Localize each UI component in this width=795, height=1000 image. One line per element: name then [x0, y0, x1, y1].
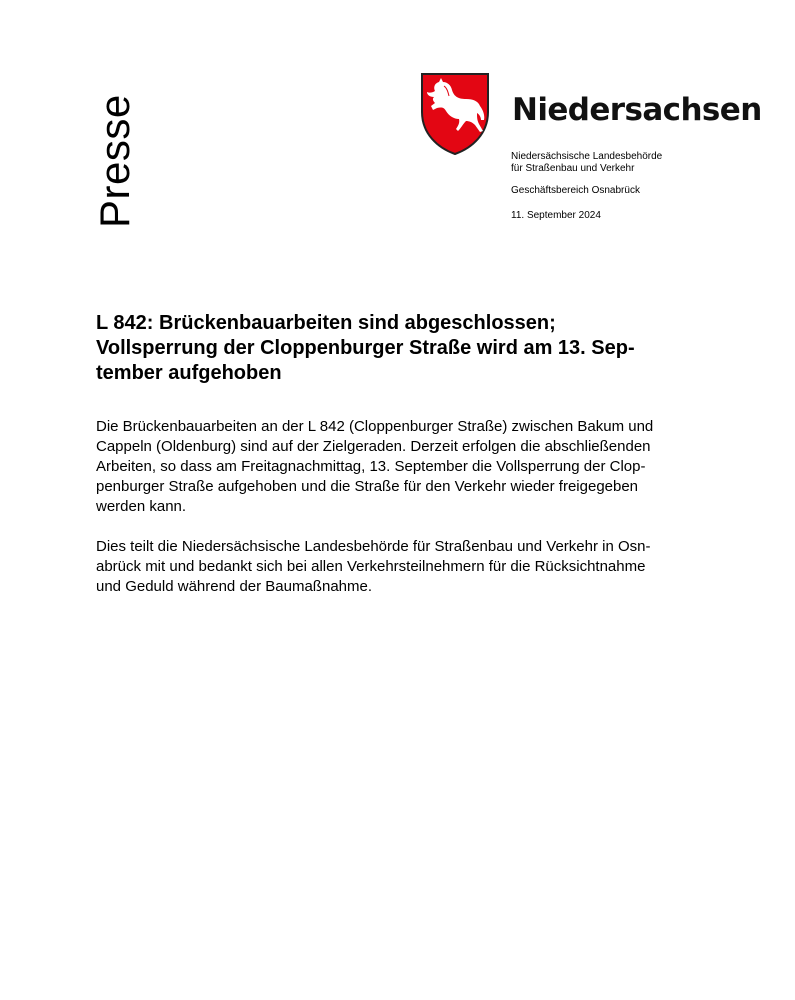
authority-name [511, 151, 771, 175]
presse-side-label: Presse [91, 94, 138, 228]
body-paragraph-1 [96, 417, 716, 517]
body-paragraph-2 [96, 537, 716, 597]
body-line: Cappeln (Oldenburg) sind auf der Zielgeraden. Derzeit erfolgen die abschließenden [96, 438, 651, 455]
body-line: abrück mit und bedankt sich bei allen Verkehrsteilnehmern für die Rücksichtnahme [96, 558, 646, 575]
headline-line-1: L 842: Brückenbauarbeiten sind abgeschlossen; [96, 312, 556, 334]
headline-line-2: Vollsperrung der Cloppenburger Straße wird am 13. Sep- [96, 337, 635, 359]
release-date: 11. September 2024 [511, 210, 601, 221]
body-line: penburger Straße aufgehoben und die Straße für den Verkehr wieder freigegeben [96, 478, 639, 495]
press-body [96, 417, 716, 617]
authority-line-1: Niedersächsische Landesbehörde [511, 151, 663, 162]
press-headline [96, 311, 696, 386]
authority-line-2: für Straßenbau und Verkehr [511, 163, 635, 174]
body-line: und Geduld während der Baumaßnahme. [96, 578, 373, 595]
body-line: werden kann. [96, 498, 187, 515]
division-name: Geschäftsbereich Osnabrück [511, 185, 640, 196]
coat-of-arms-horse-icon [420, 72, 490, 156]
body-line: Arbeiten, so dass am Freitagnachmittag, 13. September die Vollsperrung der Clop- [96, 458, 646, 475]
headline-line-3: tember aufgehoben [96, 362, 282, 384]
body-line: Dies teilt die Niedersächsische Landesbehörde für Straßenbau und Verkehr in Osn- [96, 538, 651, 555]
brand-name: Niedersachsen [512, 92, 762, 128]
body-line: Die Brückenbauarbeiten an der L 842 (Cloppenburger Straße) zwischen Bakum und [96, 418, 654, 435]
